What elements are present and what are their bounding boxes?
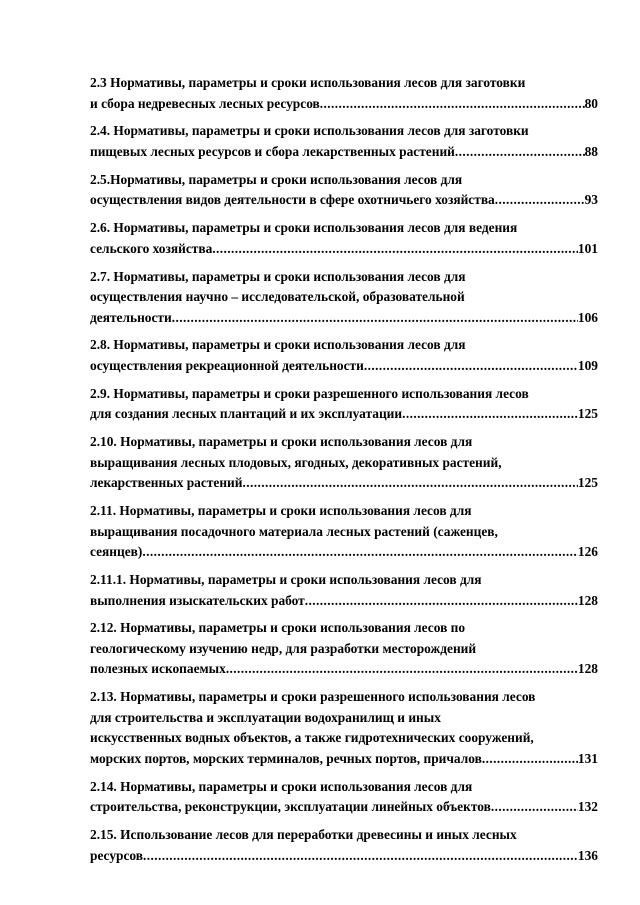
toc-entry-line: для строительства и эксплуатации водохранилищ и иных — [90, 709, 441, 725]
toc-entry-text: выполнения изыскательских работ — [90, 592, 305, 608]
toc-leader-dots — [364, 356, 578, 377]
toc-entry-line: 2.10. Нормативы, параметры и сроки использования лесов для — [90, 434, 473, 450]
toc-page-number: 128 — [577, 592, 598, 608]
toc-entry-text: морских портов, морских терминалов, речных портов, причалов — [90, 750, 482, 766]
toc-page-number: 93 — [584, 192, 598, 208]
toc-entry[interactable] — [90, 73, 598, 114]
toc-entry-line: выращивания посадочного материала лесных растений (саженцев, — [90, 523, 498, 539]
toc-page-number: 109 — [577, 357, 598, 373]
toc-entry-line — [90, 142, 598, 163]
toc-entry-text: осуществления видов деятельности в сфере охотничьего хозяйства — [90, 192, 495, 208]
toc-entry[interactable] — [90, 384, 598, 425]
toc-entry-line: 2.12. Нормативы, параметры и сроки использования лесов по — [90, 620, 466, 636]
toc-page-number: 126 — [577, 544, 598, 560]
toc-leader-dots — [226, 659, 578, 680]
toc-entry-text: полезных ископаемых — [90, 661, 226, 677]
toc-entry-line — [90, 239, 598, 260]
toc-leader-dots — [243, 473, 578, 494]
toc-leader-dots — [143, 846, 578, 867]
toc-page-number: 88 — [584, 143, 598, 159]
toc-leader-dots — [320, 94, 585, 115]
toc-entry[interactable] — [90, 170, 598, 211]
toc-entry-text: ресурсов — [90, 847, 143, 863]
toc-entry-text: пищевых лесных ресурсов и сбора лекарственных растений — [90, 143, 455, 159]
toc-entry-line — [90, 797, 598, 818]
table-of-contents — [90, 73, 598, 873]
toc-entry[interactable] — [90, 618, 598, 680]
toc-leader-dots — [172, 308, 578, 329]
toc-entry-line: 2.4. Нормативы, параметры и сроки использования лесов для заготовки — [90, 123, 529, 139]
toc-entry-line: 2.11.1. Нормативы, параметры и сроки использования лесов для — [90, 572, 482, 588]
toc-entry-line — [90, 591, 598, 612]
toc-entry[interactable] — [90, 267, 598, 329]
toc-entry-line — [90, 308, 598, 329]
toc-entry-line: 2.13. Нормативы, параметры и сроки разрешенного использования лесов — [90, 689, 536, 705]
toc-leader-dots — [402, 404, 578, 425]
toc-entry-text: строительства, реконструкции, эксплуатации линейных объектов — [90, 799, 491, 815]
toc-entry[interactable] — [90, 335, 598, 376]
toc-entry-line: геологическому изучению недр, для разработки месторождений — [90, 640, 477, 656]
toc-entry[interactable] — [90, 432, 598, 494]
toc-entry[interactable] — [90, 777, 598, 818]
toc-leader-dots — [491, 797, 578, 818]
toc-entry[interactable] — [90, 501, 598, 563]
toc-entry-line: 2.6. Нормативы, параметры и сроки использования лесов для ведения — [90, 220, 518, 236]
toc-entry-line — [90, 404, 598, 425]
toc-entry-line: 2.8. Нормативы, параметры и сроки использования лесов для — [90, 337, 466, 353]
toc-page-number: 80 — [584, 95, 598, 111]
toc-entry-text: осуществления рекреационной деятельности — [90, 357, 364, 373]
toc-entry[interactable] — [90, 121, 598, 162]
toc-entry-text: и сбора недревесных лесных ресурсов — [90, 95, 320, 111]
toc-entry-line: выращивания лесных плодовых, ягодных, декоративных растений, — [90, 454, 502, 470]
toc-entry-line: 2.15. Использование лесов для переработки древесины и иных лесных — [90, 827, 517, 843]
toc-leader-dots — [455, 142, 585, 163]
toc-page-number: 132 — [577, 799, 598, 815]
toc-entry[interactable] — [90, 570, 598, 611]
toc-entry-line — [90, 356, 598, 377]
toc-entry-text: сеянцев) — [90, 544, 143, 560]
toc-entry-line — [90, 846, 598, 867]
toc-page-number: 101 — [577, 240, 598, 256]
toc-entry-line — [90, 94, 598, 115]
toc-entry-line — [90, 542, 598, 563]
toc-entry-line: осуществления научно – исследовательской, образовательной — [90, 289, 465, 305]
toc-entry-line: 2.11. Нормативы, параметры и сроки использования лесов для — [90, 503, 472, 519]
toc-leader-dots — [142, 542, 578, 563]
toc-entry-text: для создания лесных плантаций и их эксплуатации — [90, 406, 403, 422]
toc-page-number: 131 — [577, 750, 598, 766]
toc-entry-line: 2.7. Нормативы, параметры и сроки использования лесов для — [90, 268, 466, 284]
toc-entry-text: лекарственных растений — [90, 475, 243, 491]
toc-page-number: 136 — [577, 847, 598, 863]
toc-page-number: 125 — [577, 475, 598, 491]
toc-leader-dots — [482, 749, 578, 770]
toc-entry-line: 2.3 Нормативы, параметры и сроки использования лесов для заготовки — [90, 75, 526, 90]
toc-entry[interactable] — [90, 825, 598, 866]
toc-entry-line — [90, 473, 598, 494]
toc-entry[interactable] — [90, 687, 598, 769]
toc-entry-line: искусственных водных объектов, а также гидротехнических сооружений, — [90, 730, 534, 746]
toc-page-number: 106 — [577, 309, 598, 325]
toc-entry-line: 2.14. Нормативы, параметры и сроки использования лесов для — [90, 778, 473, 794]
toc-entry[interactable] — [90, 218, 598, 259]
toc-entry-line: 2.5.Нормативы, параметры и сроки использования лесов для — [90, 171, 463, 187]
toc-entry-line — [90, 749, 598, 770]
toc-entry-line — [90, 190, 598, 211]
toc-leader-dots — [305, 591, 578, 612]
toc-entry-line — [90, 659, 598, 680]
toc-page-number: 125 — [577, 406, 598, 422]
toc-entry-text: деятельности — [90, 309, 172, 325]
toc-entry-text: сельского хозяйства — [90, 240, 213, 256]
toc-entry-line: 2.9. Нормативы, параметры и сроки разрешенного использования лесов — [90, 385, 529, 401]
toc-page-number: 128 — [577, 661, 598, 677]
toc-leader-dots — [212, 239, 578, 260]
toc-leader-dots — [495, 190, 585, 211]
